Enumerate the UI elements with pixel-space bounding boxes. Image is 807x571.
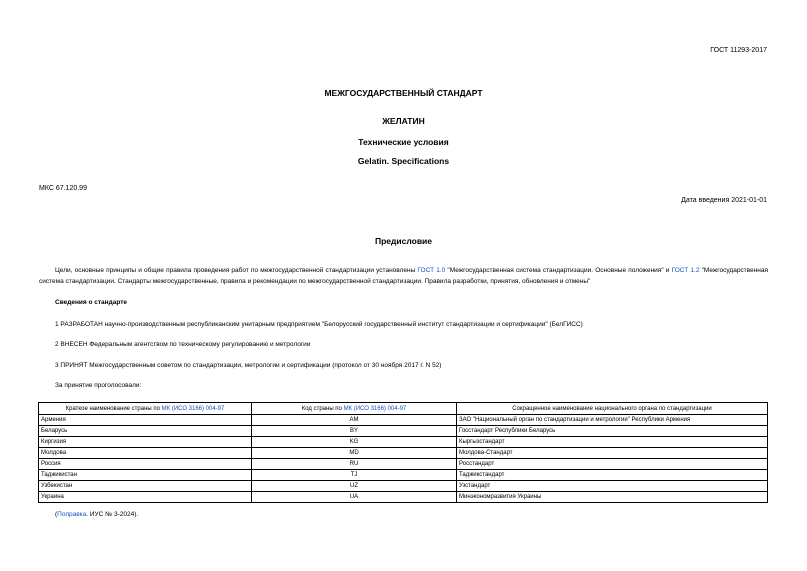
standard-name: ЖЕЛАТИН <box>382 116 425 126</box>
table-row <box>39 426 768 437</box>
cell-body: Узстандарт <box>457 481 768 492</box>
intro-text-3: "Межгосударственная система стандартизации. Стандарты межгосударственные, правила и рекомендации по межгосударственной стандартизации. Правила разработки, принятия, обновления и отмены" <box>39 267 768 285</box>
intro-text-2: "Межгосударственная система стандартизации. Основные положения" и <box>445 267 672 274</box>
cell-code: AM <box>252 415 457 426</box>
gost-1-2-link[interactable]: ГОСТ 1.2 <box>671 267 700 274</box>
cell-country: Киргизия <box>39 437 252 448</box>
table-row <box>39 481 768 492</box>
cell-code: BY <box>252 426 457 437</box>
cell-country: Беларусь <box>39 426 252 437</box>
voting-countries-table <box>38 402 768 503</box>
cell-code: RU <box>252 459 457 470</box>
cell-country: Таджикистан <box>39 470 252 481</box>
cell-code: UZ <box>252 481 457 492</box>
header-country <box>39 403 252 415</box>
introduction-date: Дата введения 2021-01-01 <box>681 197 767 204</box>
cell-body: Таджикстандарт <box>457 470 768 481</box>
table-row <box>39 437 768 448</box>
cell-body: Росстандарт <box>457 459 768 470</box>
mk-iso-link[interactable]: МК (ИСО 3166) 004-97 <box>161 405 225 412</box>
intro-text-1: Цели, основные принципы и общие правила проведения работ по межгосударственной стандартизации установлены <box>55 267 418 274</box>
subtitle-en: Gelatin. Specifications <box>357 156 450 166</box>
item-developed: 1 РАЗРАБОТАН научно-производственным республиканским унитарным предприятием "Белорусский государственный институт стандартизации и сертификации" (БелГИСС) <box>55 321 583 328</box>
cell-country: Узбекистан <box>39 481 252 492</box>
mk-iso-link[interactable]: МК (ИСО 3166) 004-97 <box>343 405 407 412</box>
item-adopted: 3 ПРИНЯТ Межгосударственным советом по стандартизации, метрологии и сертификации (протокол от 30 ноября 2017 г. N 52) <box>55 362 442 369</box>
cell-code: KG <box>252 437 457 448</box>
header-code <box>252 403 457 415</box>
cell-country: Молдова <box>39 448 252 459</box>
cell-country: Россия <box>39 459 252 470</box>
header-country-text: Краткое наименование страны по <box>65 405 162 412</box>
correction-note <box>55 511 138 518</box>
cell-body: Молдова-Стандарт <box>457 448 768 459</box>
item-submitted: 2 ВНЕСЕН Федеральным агентством по техническому регулированию и метрологии <box>55 341 311 348</box>
cell-body: ЗАО "Национальный орган по стандартизации и метрологии" Республики Армения <box>457 415 768 426</box>
correction-link[interactable]: Поправка <box>57 511 87 518</box>
cell-body: Госстандарт Республики Беларусь <box>457 426 768 437</box>
cell-code: TJ <box>252 470 457 481</box>
cell-body: Кыргызстандарт <box>457 437 768 448</box>
cell-country: Армения <box>39 415 252 426</box>
gost-1-0-link[interactable]: ГОСТ 1.0 <box>417 267 446 274</box>
cell-country: Украина <box>39 492 252 503</box>
table-row <box>39 470 768 481</box>
cell-body: Минэкономразвития Украины <box>457 492 768 503</box>
vote-intro: За принятие проголосовали: <box>55 382 142 389</box>
cell-code: MD <box>252 448 457 459</box>
mks-code: МКС 67.120.99 <box>39 185 87 192</box>
subtitle-ru: Технические условия <box>358 137 449 147</box>
table-row <box>39 448 768 459</box>
standard-type-title: МЕЖГОСУДАРСТВЕННЫЙ СТАНДАРТ <box>324 88 483 98</box>
correction-rest: . ИУС № 3-2024). <box>86 511 139 518</box>
correction-open: ( <box>55 511 58 518</box>
header-body: Сокращенное наименование национального органа по стандартизации <box>457 403 768 415</box>
standard-info-heading: Сведения о стандарте <box>55 299 128 306</box>
cell-code: UA <box>252 492 457 503</box>
header-code-text: Код страны по <box>301 405 344 412</box>
table-header-row <box>39 403 768 415</box>
table-row <box>39 459 768 470</box>
table-row <box>39 415 768 426</box>
document-code: ГОСТ 11293-2017 <box>710 47 767 54</box>
preface-heading: Предисловие <box>374 236 433 246</box>
preface-intro-paragraph <box>39 265 768 287</box>
table-row <box>39 492 768 503</box>
